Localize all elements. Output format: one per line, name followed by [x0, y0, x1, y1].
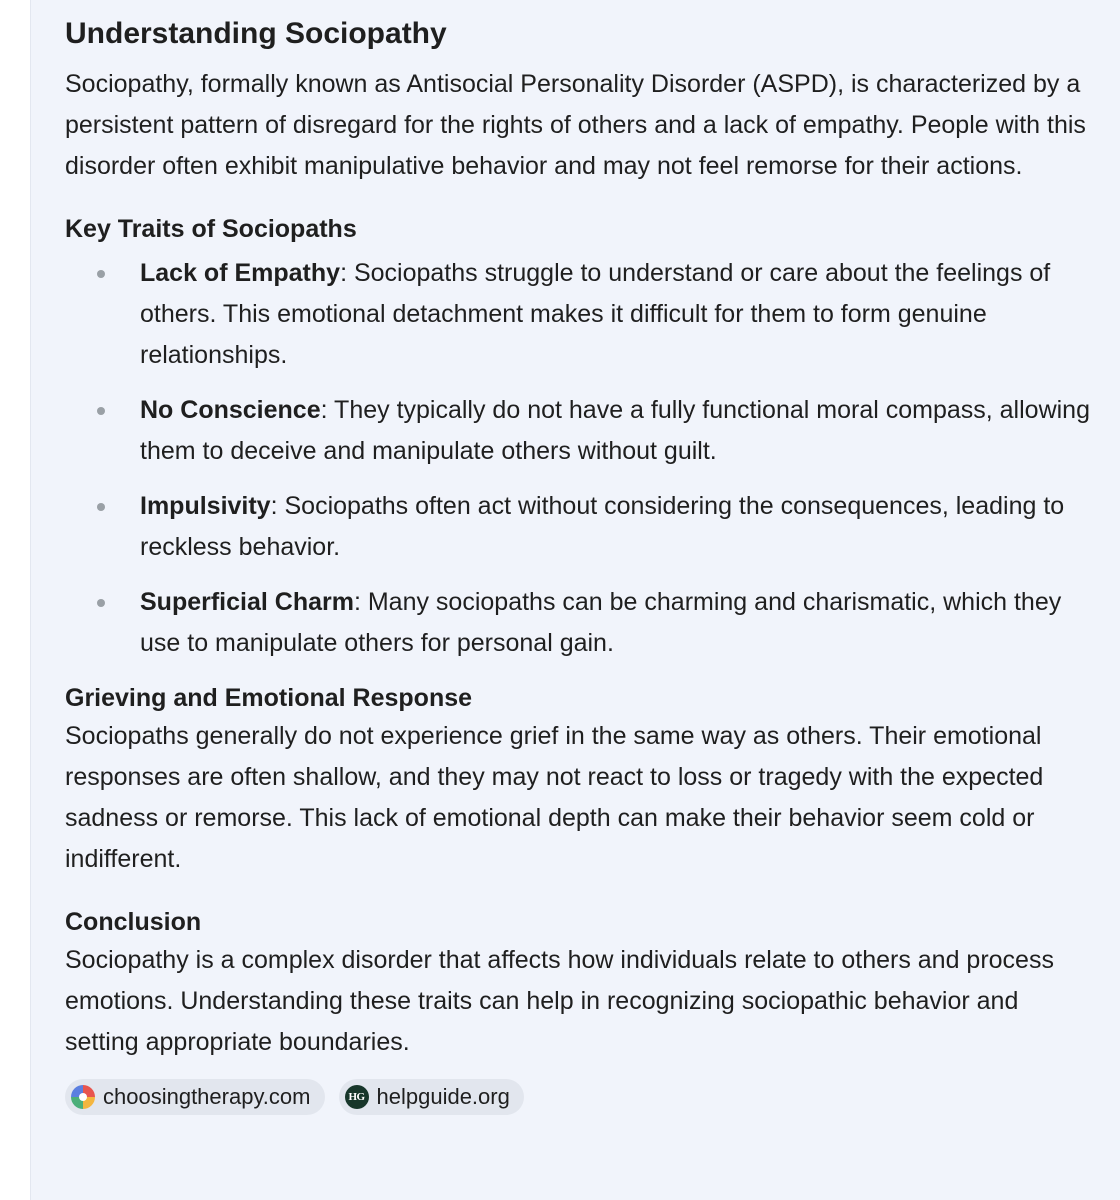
helpguide-favicon-icon: HG: [345, 1085, 369, 1109]
grief-heading: Grieving and Emotional Response: [65, 684, 473, 712]
trait-item: [65, 582, 1095, 664]
traits-heading: Key Traits of Sociopaths: [65, 215, 357, 243]
trait-description: : Sociopaths struggle to understand or care about the feelings of others. This emotional detachment makes it difficult for them to form genuine relationships.: [140, 259, 1051, 369]
source-chip-helpguide[interactable]: [339, 1079, 524, 1115]
intro-paragraph: Sociopathy, formally known as Antisocial Personality Disorder (ASPD), is characterized by a persistent pattern of disregard for the rights of others and a lack of empathy. People with this disorder often exhibit manipulative behavior and may not feel remorse for their actions.: [65, 70, 1086, 180]
trait-description: : Many sociopaths can be charming and charismatic, which they use to manipulate others for personal gain.: [140, 588, 1062, 657]
bullet-icon: [97, 599, 105, 607]
trait-item: [65, 486, 1095, 568]
source-label: helpguide.org: [376, 1084, 510, 1109]
trait-term: Impulsivity: [140, 492, 271, 520]
trait-term: Superficial Charm: [140, 588, 354, 616]
trait-term: No Conscience: [140, 396, 321, 424]
bullet-icon: [97, 407, 105, 415]
traits-list: [65, 253, 1095, 664]
response-content: [65, 14, 1095, 1115]
source-label: choosingtherapy.com: [103, 1084, 311, 1109]
trait-description: : Sociopaths often act without considering the consequences, leading to reckless behavior.: [140, 492, 1065, 561]
conclusion-paragraph: Sociopathy is a complex disorder that affects how individuals relate to others and process emotions. Understanding these traits can help in recognizing sociopathic behavior and setting appropriate boundaries.: [65, 946, 1054, 1056]
response-card: [30, 0, 1120, 1200]
trait-item: [65, 390, 1095, 472]
bullet-icon: [97, 270, 105, 278]
bullet-icon: [97, 503, 105, 511]
trait-term: Lack of Empathy: [140, 259, 341, 287]
source-chip-choosingtherapy[interactable]: [65, 1079, 325, 1115]
conclusion-heading: Conclusion: [65, 908, 202, 936]
grief-paragraph: Sociopaths generally do not experience grief in the same way as others. Their emotional responses are often shallow, and they may not react to loss or tragedy with the expected sadness or remorse. This lack of emotional depth can make their behavior seem cold or indifferent.: [65, 722, 1044, 873]
trait-item: [65, 253, 1095, 376]
source-chips: [65, 1079, 1095, 1115]
page-title: Understanding Sociopathy: [65, 17, 447, 50]
trait-description: : They typically do not have a fully functional moral compass, allowing them to deceive and manipulate others without guilt.: [140, 396, 1090, 465]
choosingtherapy-favicon-icon: [71, 1085, 95, 1109]
